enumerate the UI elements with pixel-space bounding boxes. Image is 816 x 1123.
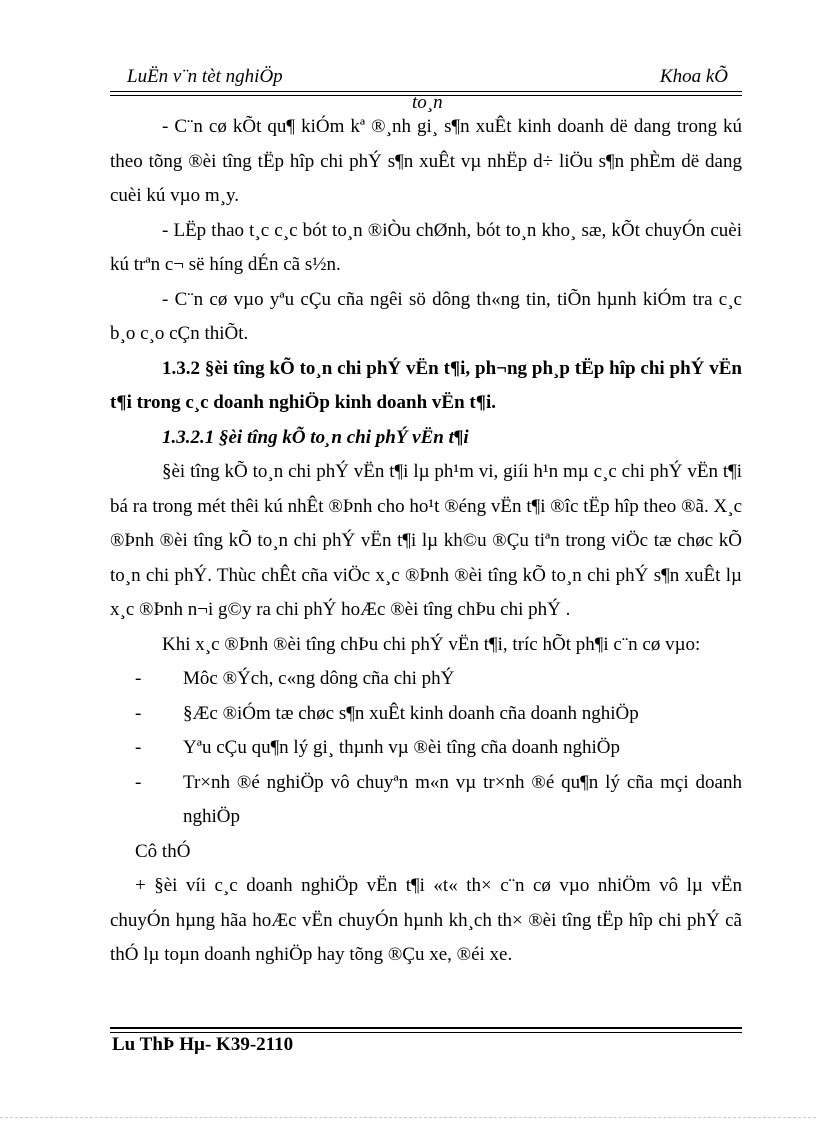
bullet-text: §Æc ®iÓm tæ chøc s¶n xuÊt kinh doanh cña doanh nghiÖp [183, 702, 639, 724]
bullet-dash: - [135, 737, 142, 758]
paragraph-6: Cô thÓ [135, 840, 191, 862]
subsection-heading: 1.3.2.1 §èi tîng kÕ to¸n chi phÝ vËn t¶i [162, 426, 469, 448]
paragraph-3: - C¨n cø vµo yªu cÇu cña ngêi sö dông th«ng tin, tiÕn hµnh kiÓm tra c¸c b¸o c¸o cÇn thiÕt. [110, 288, 742, 344]
bullet-item [110, 662, 742, 697]
footer-author: Lu ThÞ Hµ- K39-2110 [112, 1034, 294, 1055]
bullet-dash: - [135, 668, 142, 689]
footer-rule-thin [110, 1032, 742, 1033]
paragraph-5: Khi x¸c ®Þnh ®èi tîng chÞu chi phÝ vËn t¶i, tríc hÕt ph¶i c¨n cø vµo: [162, 633, 701, 655]
document-body [110, 110, 742, 973]
paragraph-2: - LËp thao t¸c c¸c bót to¸n ®iÒu chØnh, bót to¸n kho¸ sæ, kÕt chuyÓn cuèi kú trªn c¬ së híng dÉn cã s½n. [110, 219, 742, 275]
header-faculty: Khoa kÕ [659, 66, 728, 87]
bullet-item [110, 766, 742, 835]
bullet-text: Môc ®Ých, c«ng dông cña chi phÝ [183, 668, 455, 689]
page-edge [0, 1117, 816, 1118]
footer-rule-thick [110, 1027, 742, 1029]
header-thesis-title: LuËn v¨n tèt nghiÖp [127, 66, 283, 87]
section-heading: 1.3.2 §èi tîng kÕ to¸n chi phÝ vËn t¶i, ph¬ng ph¸p tËp hîp chi phÝ vËn t¶i trong c¸c doanh nghiÖp kinh doanh vËn t¶i. [110, 357, 742, 413]
bullet-dash: - [135, 702, 142, 724]
bullet-text: Tr×nh ®é nghiÖp vô chuyªn m«n vµ tr×nh ®é qu¶n lý cña mçi doanh nghiÖp [183, 771, 742, 827]
header-faculty-continued: to¸n [412, 92, 443, 113]
paragraph-1: - C¨n cø kÕt qu¶ kiÓm kª ®¸nh gi¸ s¶n xuÊt kinh doanh dë dang trong kú theo tõng ®èi tîng tËp hîp chi phÝ s¶n xuÊt vµ nhËp d÷ liÖu s¶n phÈm dë dang cuèi kú vµo m¸y. [110, 116, 742, 206]
bullet-text: Yªu cÇu qu¶n lý gi¸ thµnh vµ ®èi tîng cña doanh nghiÖp [183, 737, 620, 758]
bullet-item [110, 697, 742, 732]
paragraph-4: §èi tîng kÕ to¸n chi phÝ vËn t¶i lµ ph¹m vi, giíi h¹n mµ c¸c chi phÝ vËn t¶i bá ra trong mét thêi kú nhÊt ®Þnh cho ho¹t ®éng vËn t¶i ®îc tËp hîp theo ®ã. X¸c ®Þnh ®èi tîng kÕ to¸n chi phÝ vËn t¶i lµ kh©u ®Çu tiªn trong viÖc tæ chøc kÕ to¸n chi phÝ. Thùc chÊt cña viÖc x¸c ®Þnh ®èi tîng kÕ to¸n chi phÝ s¶n xuÊt lµ x¸c ®Þnh n¬i g©y ra chi phÝ hoÆc ®èi tîng chÞu chi phÝ . [110, 461, 742, 620]
bullet-item [110, 731, 742, 766]
paragraph-7: + §èi víi c¸c doanh nghiÖp vËn t¶i «t« th× c¨n cø vµo nhiÖm vô lµ vËn chuyÓn hµng hãa hoÆc vËn chuyÓn hµnh kh¸ch th× ®èi tîng tËp hîp chi phÝ cã thÓ lµ toµn doanh nghiÖp hay tõng ®Çu xe, ®éi xe. [110, 875, 742, 965]
bullet-dash: - [135, 771, 142, 793]
